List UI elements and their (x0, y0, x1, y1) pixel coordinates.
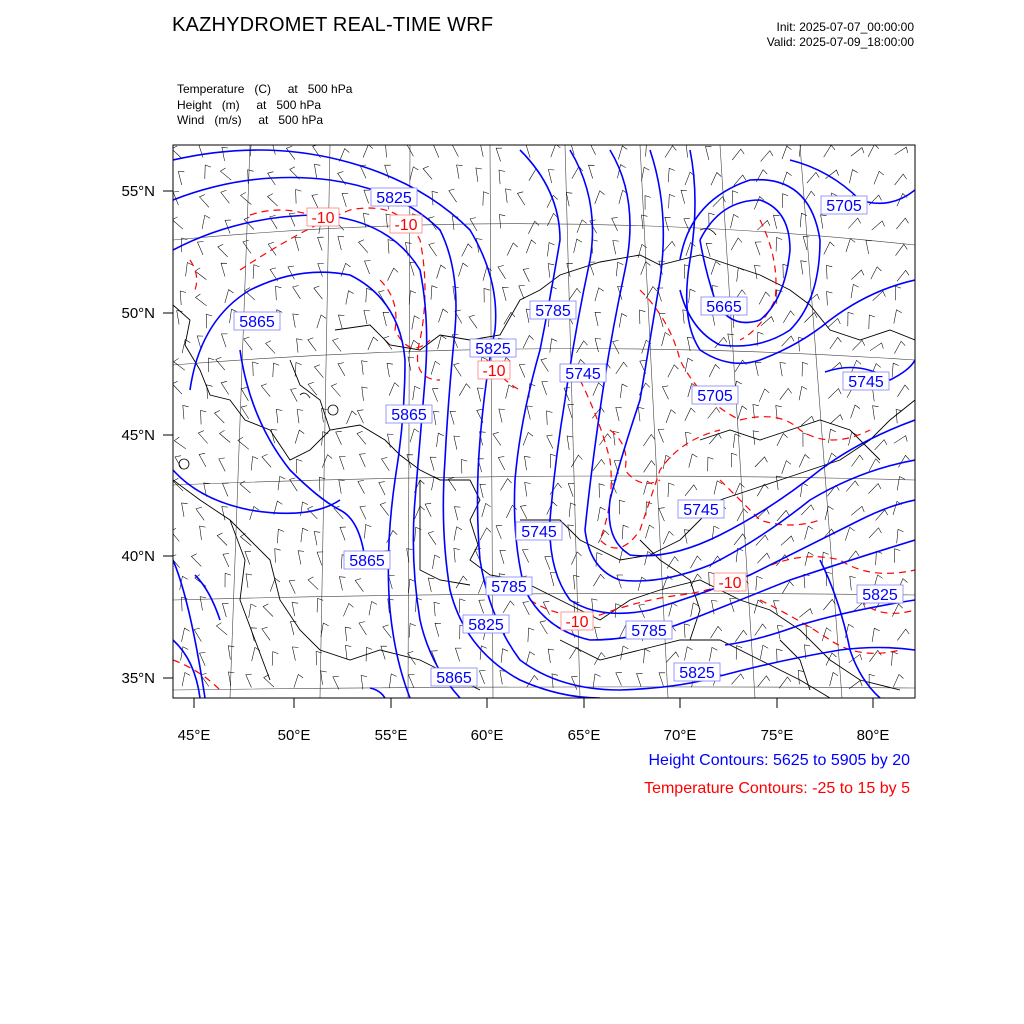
height-label (516, 522, 562, 541)
svg-text:-10: -10 (311, 210, 335, 227)
svg-text:5865: 5865 (349, 553, 385, 570)
temp-label (307, 208, 339, 227)
init-time: Init: 2025-07-07_00:00:00 (776, 20, 914, 34)
temp-label (561, 612, 593, 631)
height-label (344, 551, 390, 570)
lat-tick-label: 40°N (121, 548, 155, 565)
height-contour-legend: Height Contours: 5625 to 5905 by 20 (648, 752, 910, 769)
lat-tick-label: 55°N (121, 183, 155, 200)
svg-text:5785: 5785 (631, 623, 667, 640)
svg-text:5825: 5825 (468, 617, 504, 634)
temperature-contour-legend: Temperature Contours: -25 to 15 by 5 (644, 780, 910, 797)
field-wind: Wind (m/s) at 500 hPa (177, 113, 324, 127)
svg-text:5865: 5865 (239, 314, 275, 331)
svg-text:5785: 5785 (535, 303, 571, 320)
height-label (821, 196, 867, 215)
height-label (371, 188, 417, 207)
lat-tick-label: 50°N (121, 305, 155, 322)
svg-text:-10: -10 (482, 363, 506, 380)
height-label (674, 663, 720, 682)
height-label (470, 339, 516, 358)
height-label (857, 585, 903, 604)
svg-text:5705: 5705 (697, 388, 733, 405)
field-height: Height (m) at 500 hPa (177, 97, 322, 112)
height-label (386, 405, 432, 424)
height-label (692, 386, 738, 405)
height-label (560, 364, 606, 383)
lat-tick-label: 45°N (121, 427, 155, 444)
lon-tick-label: 65°E (567, 727, 601, 744)
svg-text:5825: 5825 (862, 587, 898, 604)
height-label (486, 577, 532, 596)
lon-tick-label: 55°E (374, 727, 408, 744)
svg-text:5865: 5865 (391, 407, 427, 424)
svg-text:5825: 5825 (475, 341, 511, 358)
svg-text:5745: 5745 (848, 374, 884, 391)
svg-text:5785: 5785 (491, 579, 527, 596)
svg-text:5825: 5825 (679, 665, 715, 682)
svg-text:-10: -10 (565, 614, 589, 631)
height-label (234, 312, 280, 331)
temp-label (714, 573, 746, 592)
latitude-labels (121, 183, 155, 687)
lon-tick-label: 45°E (177, 727, 211, 744)
height-label (678, 500, 724, 519)
temp-label (478, 361, 510, 380)
map-title: KAZHYDROMET REAL-TIME WRF (172, 14, 494, 36)
temp-label (390, 215, 422, 234)
lon-tick-label: 70°E (663, 727, 697, 744)
svg-text:5865: 5865 (436, 670, 472, 687)
lon-tick-label: 75°E (760, 727, 794, 744)
svg-text:5745: 5745 (565, 366, 601, 383)
lon-tick-label: 60°E (470, 727, 504, 744)
field-temperature: Temperature (C) at 500 hPa (177, 82, 353, 96)
svg-text:5745: 5745 (521, 524, 557, 541)
svg-text:5665: 5665 (706, 299, 742, 316)
height-label (626, 621, 672, 640)
svg-text:-10: -10 (718, 575, 742, 592)
lon-tick-label: 50°E (277, 727, 311, 744)
lat-tick-label: 35°N (121, 670, 155, 687)
map-plot-area (170, 141, 915, 698)
height-label (530, 301, 576, 320)
height-label (701, 297, 747, 316)
valid-time: Valid: 2025-07-09_18:00:00 (766, 35, 914, 49)
svg-text:5705: 5705 (826, 198, 862, 215)
svg-text:5745: 5745 (683, 502, 719, 519)
longitude-labels (178, 727, 890, 744)
height-label (463, 615, 509, 634)
height-label (431, 668, 477, 687)
svg-text:-10: -10 (394, 217, 418, 234)
height-label (843, 372, 889, 391)
svg-text:5825: 5825 (376, 190, 412, 207)
lon-tick-label: 80°E (856, 727, 890, 744)
